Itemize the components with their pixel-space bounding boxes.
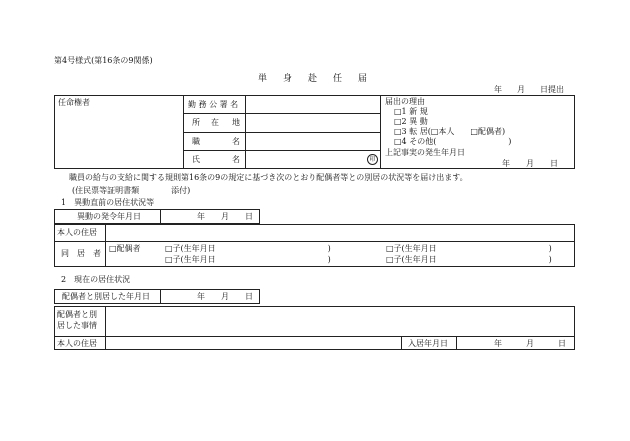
location-label-1: 所 <box>192 118 200 127</box>
submit-day: 日提出 <box>540 85 564 94</box>
name-label-2: 名 <box>232 155 240 164</box>
own-address-label-2: 本人の住居 <box>57 339 97 348</box>
separation-date-label: 配偶者と別居した年月日 <box>62 292 150 301</box>
occurrence-date: 年 月 日 <box>502 159 558 168</box>
spouse-checkbox[interactable]: □配偶者 <box>109 244 141 253</box>
form-number: 第4号様式(第16条の9関係) <box>54 56 153 65</box>
move-in-label: 入居年月日 <box>408 339 448 348</box>
section1-heading: 1 異動直前の居住状況等 <box>61 198 155 207</box>
title-char-4: 任 <box>333 74 343 84</box>
title-char-1: 単 <box>258 74 268 84</box>
attachment-note: (住民票等証明書類 添付) <box>72 186 191 195</box>
move-in-date[interactable]: 年 月 日 <box>494 339 566 348</box>
title-char-3: 赴 <box>308 74 318 84</box>
child-entry-4[interactable]: □子(生年月日 ) <box>386 255 552 264</box>
statement: 職員の給与の支給に関する規則第16条の9の規定に基づき次のとおり配偶者等との別居の状況等を届け出ます。 <box>69 173 468 182</box>
child-entry-1[interactable]: □子(生年月日 ) <box>165 244 331 253</box>
separation-date-value[interactable]: 年 月 日 <box>197 292 253 301</box>
separation-reason-label-1: 配偶者と別 <box>57 310 97 319</box>
office-name-label: 勤 務 公 署 名 <box>188 100 239 109</box>
title-char-2: 身 <box>283 74 293 84</box>
reason-move[interactable]: □3 転 居(□本人 □配偶者) <box>394 127 506 136</box>
section2-heading: 2 現在の居住状況 <box>61 275 131 284</box>
reason-transfer[interactable]: □2 異 動 <box>394 117 428 126</box>
title-char-5: 届 <box>358 74 368 84</box>
cohabitant-label: 同 居 者 <box>61 249 101 258</box>
reason-heading: 届出の理由 <box>385 97 425 106</box>
submit-month: 月 <box>517 85 525 94</box>
child-entry-2[interactable]: □子(生年月日 ) <box>165 255 331 264</box>
occurrence-label: 上記事実の発生年月日 <box>385 148 465 157</box>
appointer-label: 任命権者 <box>58 98 90 107</box>
own-address-label-1: 本人の住居 <box>57 228 97 237</box>
name-label-1: 氏 <box>192 155 200 164</box>
reason-other[interactable]: □4 その他( ) <box>394 137 512 146</box>
child-entry-3[interactable]: □子(生年月日 ) <box>386 244 552 253</box>
location-label-3: 地 <box>232 118 240 127</box>
transfer-date-label: 異動の発令年月日 <box>77 212 141 221</box>
position-label-2: 名 <box>232 137 240 146</box>
position-label-1: 職 <box>192 137 200 146</box>
reason-new[interactable]: □1 新 規 <box>394 107 428 116</box>
location-label-2: 在 <box>211 118 219 127</box>
submit-year: 年 <box>494 85 502 94</box>
transfer-date-value[interactable]: 年 月 日 <box>197 212 253 221</box>
seal-mark: 印 <box>367 154 378 165</box>
separation-reason-label-2: 居した事情 <box>57 321 97 330</box>
